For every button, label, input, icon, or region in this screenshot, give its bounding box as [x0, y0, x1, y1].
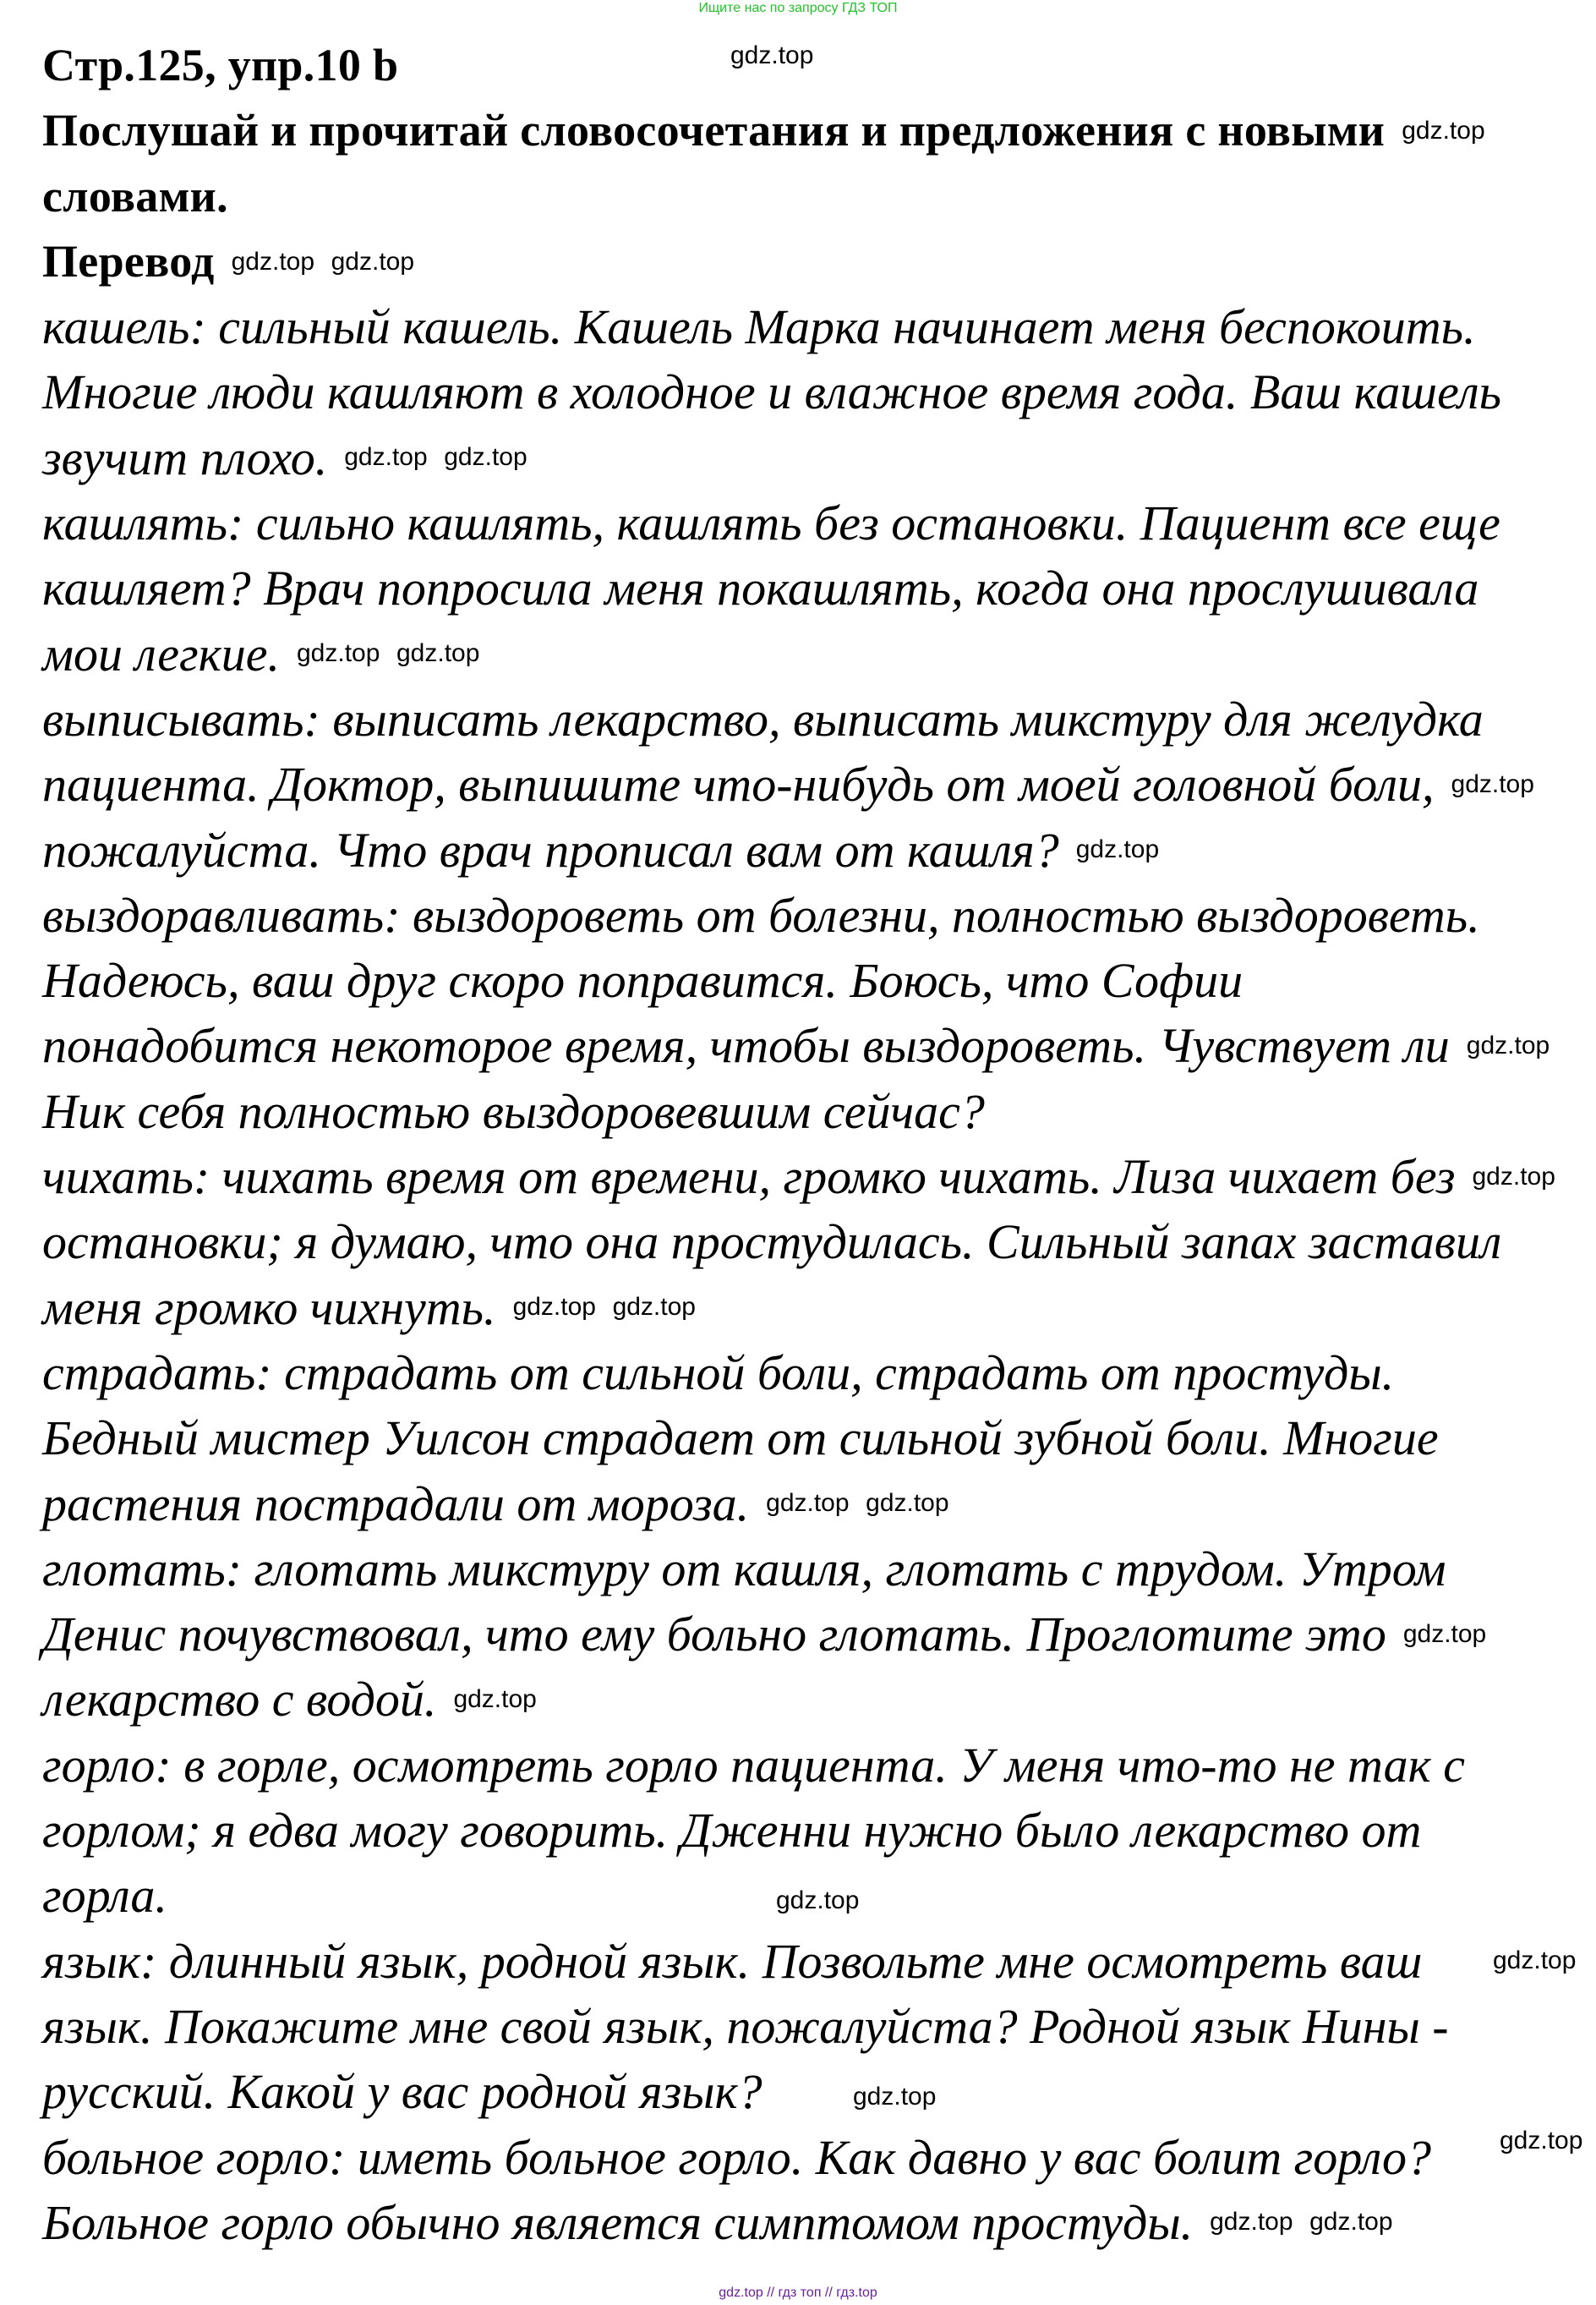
text-line: русский. Какой у вас родной язык?	[42, 2064, 762, 2120]
watermark: gdz.top	[444, 443, 527, 472]
text-line: пожалуйста. Что врач прописал вам от кашля?	[42, 822, 1059, 878]
watermark: gdz.top	[1466, 1032, 1550, 1060]
watermark: gdz.top	[1451, 769, 1534, 798]
text-line: Ник себя полностью выздоровевшим сейчас?	[42, 1083, 985, 1139]
bottom-banner: gdz.top // гдз топ // гдз.top	[719, 2286, 877, 2300]
text-line: растения пострадали от мороза.	[42, 1476, 750, 1531]
watermark: gdz.top	[396, 639, 480, 668]
exercise-content	[42, 33, 1581, 2255]
watermark: gdz.top	[297, 639, 380, 668]
text-line: страдать: страдать от сильной боли, страдать от простуды.	[42, 1344, 1395, 1400]
page-title: Стр.125, упр.10 b	[42, 40, 399, 90]
text-line: кашель: сильный кашель. Кашель Марка начинает меня беспокоить.	[42, 299, 1476, 355]
bottom-banner-bar	[0, 2286, 1596, 2301]
text-line: язык: длинный язык, родной язык. Позвольте мне осмотреть ваш	[42, 1933, 1423, 1989]
top-banner-bar	[0, 1, 1596, 16]
text-line: горло: в горле, осмотреть горло пациента. У меня что-то не так с	[42, 1737, 1465, 1793]
text-line: Многие люди кашляют в холодное и влажное время года. Ваш кашель	[42, 364, 1502, 420]
text-line: Денис почувствовал, что ему больно глотать. Проглотите это	[42, 1607, 1386, 1662]
task-instruction: Послушай и прочитай словосочетания и предложения с новыми	[42, 105, 1386, 156]
translation-text	[42, 294, 1581, 2255]
text-line: меня громко чихнуть.	[42, 1279, 496, 1335]
top-banner: Ищите нас по запросу ГДЗ ТОП	[698, 1, 898, 15]
watermark: gdz.top	[853, 2083, 937, 2111]
text-line: Больное горло обычно является симптомом простуды.	[42, 2194, 1194, 2250]
text-line: горла.	[42, 1868, 167, 1924]
text-line: пациента. Доктор, выпишите что-нибудь от моей головной боли,	[42, 757, 1435, 813]
watermark: gdz.top	[1472, 1162, 1555, 1191]
watermark: gdz.top	[344, 443, 428, 472]
watermark: gdz.top	[331, 247, 415, 276]
watermark: gdz.top	[776, 1886, 860, 1914]
watermark: gdz.top	[1075, 835, 1160, 864]
text-line: выписывать: выписать лекарство, выписать микстуру для желудка	[42, 691, 1484, 747]
watermark: gdz.top	[1493, 1946, 1577, 1974]
watermark: gdz.top	[730, 41, 814, 69]
text-line: остановки; я думаю, что она простудилась. Сильный запах заставил	[42, 1214, 1502, 1270]
watermark: gdz.top	[512, 1293, 596, 1322]
watermark: gdz.top	[453, 1685, 537, 1714]
watermark: gdz.top	[1309, 2208, 1393, 2237]
text-line: язык. Покажите мне свой язык, пожалуйста? Родной язык Нины -	[42, 1998, 1449, 2054]
watermark: gdz.top	[1402, 116, 1485, 145]
text-line: Бедный мистер Уилсон страдает от сильной зубной боли. Многие	[42, 1410, 1439, 1466]
text-line: кашляет? Врач попросила меня покашлять, когда она прослушивала	[42, 561, 1479, 616]
watermark: gdz.top	[1402, 1619, 1487, 1648]
text-line: Надеюсь, ваш друг скоро поправится. Боюсь, что Софии	[42, 953, 1243, 1009]
text-line: понадобится некоторое время, чтобы выздороветь. Чувствует ли	[42, 1018, 1450, 1074]
watermark: gdz.top	[1500, 2127, 1583, 2154]
text-line: больное горло: иметь больное горло. Как давно у вас болит горло?	[42, 2129, 1432, 2185]
watermark: gdz.top	[866, 1489, 949, 1518]
task-instruction-cont: словами.	[42, 170, 228, 222]
text-line: звучит плохо.	[42, 430, 328, 485]
text-line: выздоравливать: выздороветь от болезни, полностью выздороветь.	[42, 887, 1480, 943]
watermark: gdz.top	[231, 247, 315, 276]
watermark: gdz.top	[766, 1489, 850, 1518]
text-line: лекарство с водой.	[42, 1672, 437, 1727]
text-line: мои легкие.	[42, 626, 280, 682]
watermark: gdz.top	[1210, 2208, 1293, 2237]
text-line: кашлять: сильно кашлять, кашлять без остановки. Пациент все еще	[42, 495, 1500, 551]
text-line: чихать: чихать время от времени, громко чихать. Лиза чихает без	[42, 1149, 1456, 1205]
text-line: глотать: глотать микстуру от кашля, глотать с трудом. Утром	[42, 1541, 1446, 1596]
text-line: горлом; я едва могу говорить. Дженни нужно было лекарство от	[42, 1803, 1422, 1859]
watermark: gdz.top	[612, 1293, 696, 1322]
translation-heading: Перевод	[42, 235, 215, 287]
